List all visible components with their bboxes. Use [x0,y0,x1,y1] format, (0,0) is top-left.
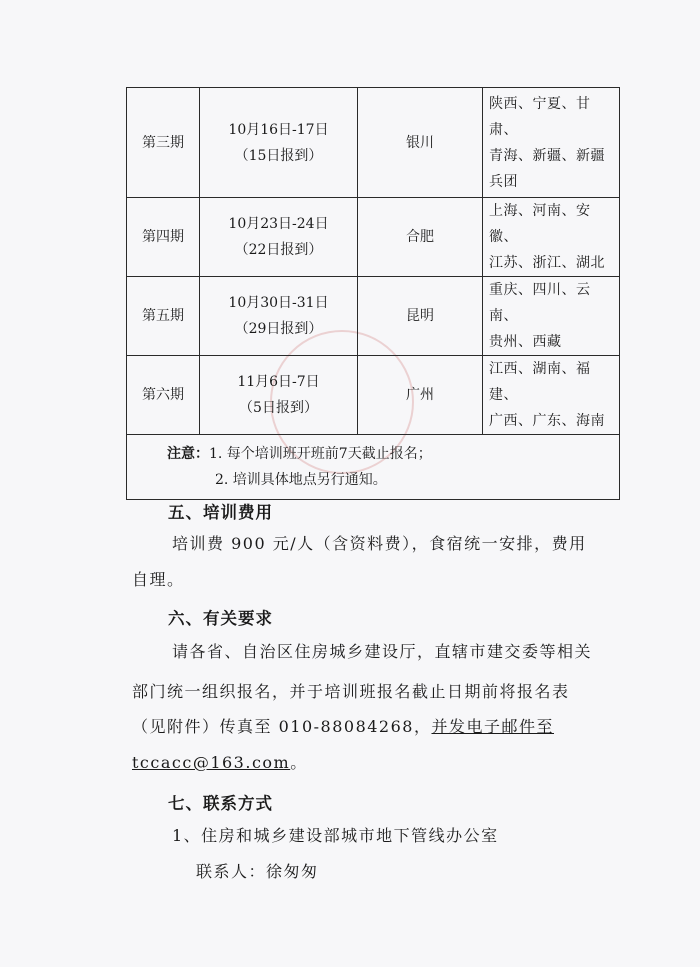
table-row [127,356,620,435]
date-range: 11月6日-7日 [237,374,320,390]
notes-cell [127,435,620,500]
date-range: 10月30日-31日 [228,295,329,311]
requirement-text-line [132,747,308,779]
provinces-line: 陕西、宁夏、甘肃、 [489,95,591,138]
contact-person: 联系人：徐匆匆 [196,862,319,881]
date-range: 10月16日-17日 [228,121,329,138]
section-heading-contact: 七、联系方式 [168,794,273,813]
provinces-line: 贵州、西藏 [489,334,562,350]
period-cell: 第四期 [127,198,200,277]
period-cell: 第五期 [127,277,200,356]
provinces-line: 江苏、浙江、湖北 [489,255,605,271]
note-text: 1. 每个培训班开班前7天截止报名； [209,446,432,462]
provinces-line: 上海、河南、安徽、 [489,203,591,245]
requirement-text-line [132,711,554,743]
date-cell [200,88,358,198]
city-cell: 昆明 [358,277,483,356]
date-cell [200,198,358,277]
section-heading-requirements: 六、有关要求 [168,609,273,628]
provinces-line: 重庆、四川、云南、 [489,282,591,324]
date-range: 10月23日-24日 [228,216,329,232]
checkin-date: （22日报到） [234,242,323,258]
city-cell: 合肥 [358,198,483,277]
contact-office: 1、住房和城乡建设部城市地下管线办公室 [172,826,499,845]
date-cell [200,277,358,356]
section-heading-fees: 五、培训费用 [168,503,273,522]
note-label: 注意： [167,446,209,462]
table-row [127,198,620,277]
checkin-date: （15日报到） [234,147,323,164]
fax-text: （见附件）传真至 010-88084268， [132,717,432,736]
checkin-date: （5日报到） [239,400,318,416]
note-line [167,441,619,467]
provinces-line: 兵团 [489,173,518,190]
email-instruction-text: 并发电子邮件至 [431,717,554,736]
period-mark: 。 [290,753,308,772]
training-schedule-table [126,87,620,500]
period-cell: 第三期 [127,88,200,198]
requirement-text-line: 部门统一组织报名，并于培训班报名截止日期前将报名表 [132,682,570,701]
fee-text-line: 培训费 900 元/人（含资料费），食宿统一安排，费用 [172,534,587,553]
checkin-date: （29日报到） [234,321,323,337]
note-line: 2. 培训具体地点另行通知。 [215,472,387,488]
provinces-cell [483,356,620,435]
date-cell [200,356,358,435]
provinces-cell [483,277,620,356]
table-row [127,88,620,198]
provinces-line: 青海、新疆、新疆 [489,147,605,164]
provinces-cell [483,198,620,277]
provinces-line: 广西、广东、海南 [489,413,605,429]
table-row-notes [127,435,620,500]
period-cell: 第六期 [127,356,200,435]
fee-text-line: 自理。 [132,570,185,589]
table-row [127,277,620,356]
provinces-line: 江西、湖南、福建、 [489,361,591,403]
requirement-text-line: 请各省、自治区住房城乡建设厅，直辖市建交委等相关 [172,642,593,661]
email-address: tccacc@163.com [132,753,291,772]
city-cell: 银川 [358,88,483,198]
city-cell: 广州 [358,356,483,435]
provinces-cell [483,88,620,198]
